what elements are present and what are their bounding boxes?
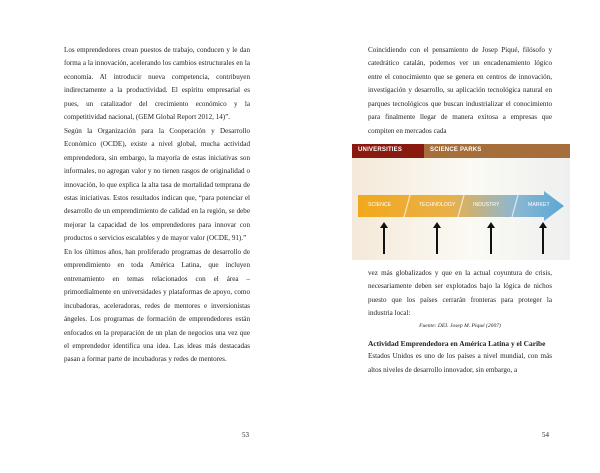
right-text-column-top	[368, 44, 552, 138]
stage-label: MARKET	[528, 202, 550, 208]
right-text-column-bottom	[368, 267, 552, 377]
page-number: 54	[542, 431, 549, 439]
paragraph: Estados Unidos es uno de los países a nivel mundial, con más altos niveles de desarrollo innovador, sin embargo, a	[368, 352, 552, 374]
up-arrow-icon	[436, 226, 438, 254]
paragraph: Coincidiendo con el pensamiento de Josep Piqué, filósofo y catedrático catalán, podemos ver un encadenamiento lógico entre el conocimiento que se genera en centros de innovación, investigación y desarrollo, su aplicación tecnológica natural en parques tecnológicos que buscan industrializar el conocimiento para finalmente llegar de manera exitosa a empresas que compiten en mercados cada	[368, 46, 552, 135]
stage-label: SCIENCE	[368, 202, 392, 208]
universities-label: UNIVERSITIES	[358, 147, 403, 153]
paragraph: Los emprendedores crean puestos de trabajo, conducen y le dan forma a la innovación, acelerando los cambios estructurales en la economía. Al introducir nueva competencia, contribuyen indirectamente a la productividad. El espíritu empresarial es pues, un catalizador del crecimiento económico y la competitividad nacional, (GEM Global Report 2012, 14)”.	[64, 46, 250, 122]
science-parks-label: SCIENCE PARKS	[430, 147, 482, 153]
up-arrow-icon	[542, 226, 544, 254]
section-heading: Actividad Emprendedora en América Latina y el Caribe	[368, 338, 546, 348]
up-arrow-icon	[383, 226, 385, 254]
innovation-chain-figure	[352, 144, 570, 260]
page-number: 53	[242, 431, 249, 439]
left-text-column	[64, 44, 250, 367]
stage-label: INDUSTRY	[473, 202, 500, 208]
paragraph: En los últimos años, han proliferado programas de desarrollo de emprendimiento en toda América Latina, que incluyen entrenamiento en temas relacionados con el área –primordialmente en universidades y plataformas de apoyo, como incubadoras, aceleradoras, redes de mentores e inversionistas ángeles. Los programas de formación de emprendedores están enfocados en la preparación de un plan de negocios una vez que el emprendedor identifica una idea. Las ideas más destacadas pasan a formar parte de incubadoras y redes de mentores.	[64, 247, 250, 364]
paragraph: vez más globalizados y que en la actual coyuntura de crisis, necesariamente deben ser explotados bajo la lógica de nichos puesto que los países cerrarán fronteras para proteger la industria local:	[368, 269, 552, 318]
figure-caption: Fuente: DEI. Josep M. Piqué (2007)	[419, 322, 501, 329]
up-arrow-icon	[490, 226, 492, 254]
stage-label: TECHNOLOGY	[419, 202, 456, 208]
paragraph: Según la Organización para la Cooperación y Desarrollo Económico (OCDE), existe a nivel global, mucha actividad emprendedora, sin embargo, la mayoría de estas iniciativas son informales, no agregan valor y no tienen rasgos de originalidad o innovación, lo que explica la alta tasa de mortalidad temprana de estas iniciativas. Estos resultados indican que, “para potenciar el desarrollo de un emprendimiento de calidad en la región, se debe mejorar la capacidad de los emprendedores para innovar con productos o servicios escalables y de mayor valor (OCDE, 91).”	[64, 126, 250, 243]
